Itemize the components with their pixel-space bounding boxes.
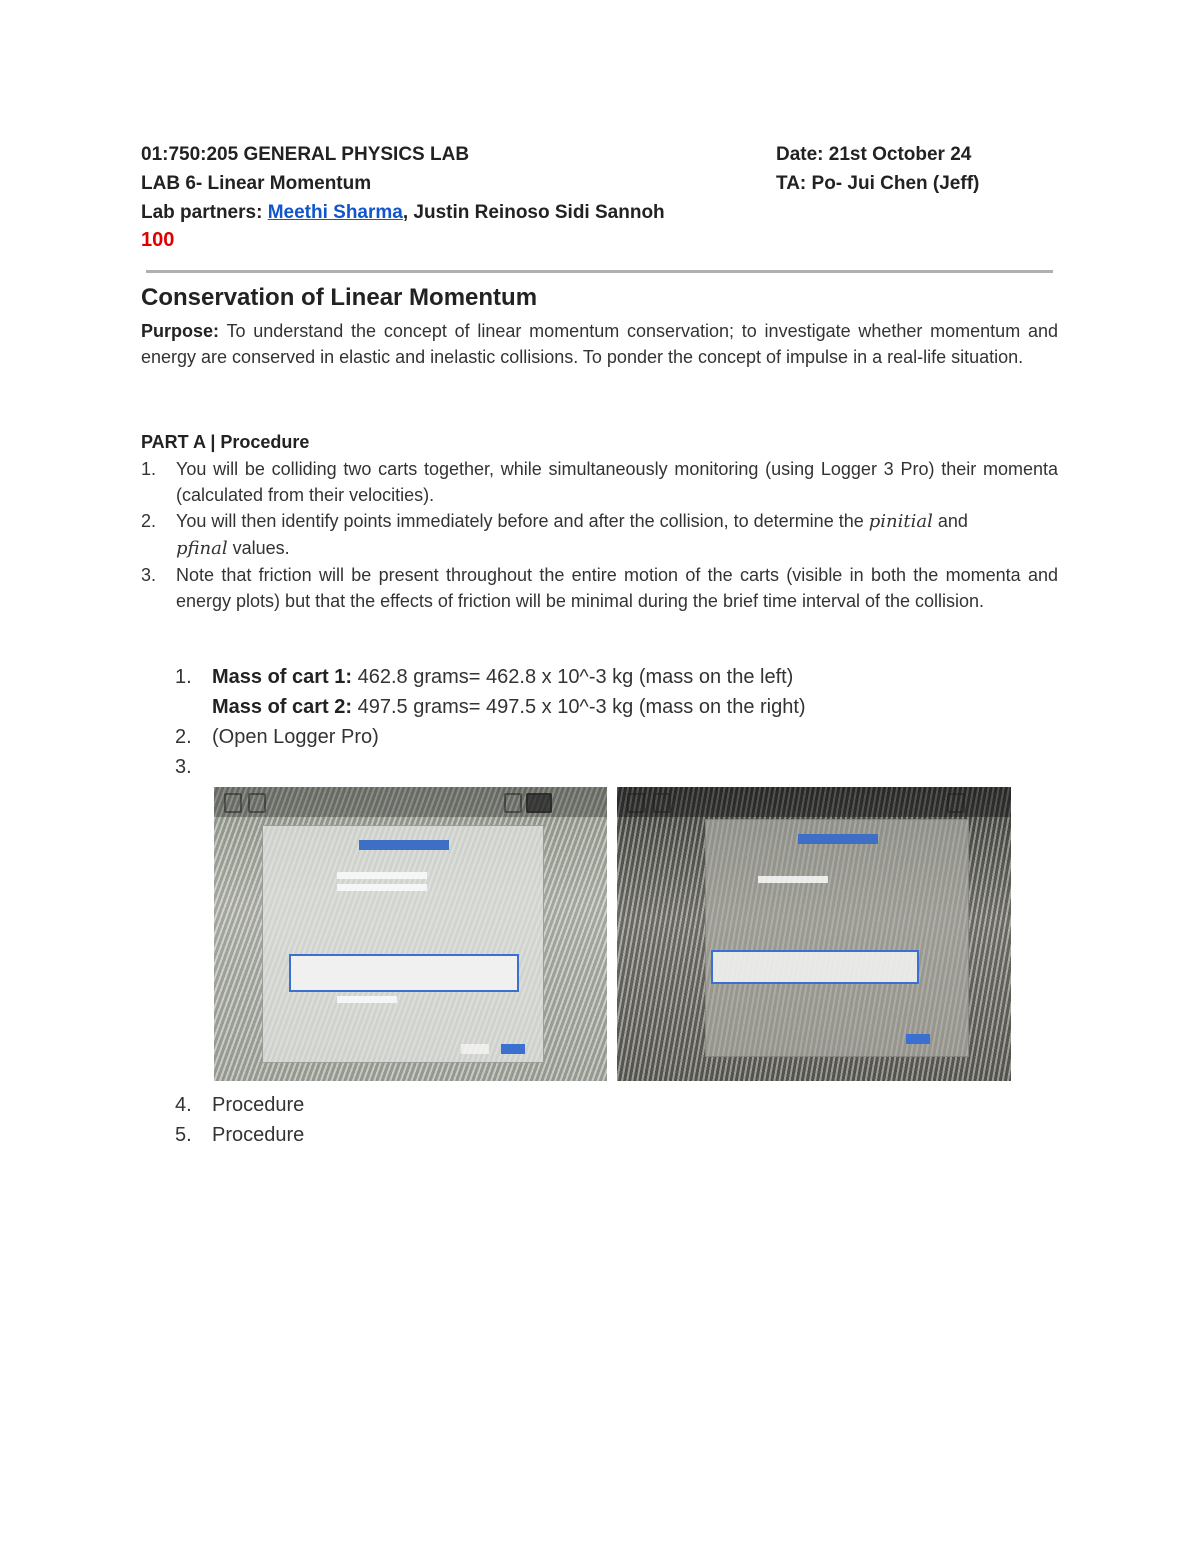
procedure-step [141,456,1058,508]
partner-link[interactable]: Meethi Sharma [267,202,403,223]
procedure-list [141,456,1058,614]
dialog-field [758,876,828,883]
partners-rest: , Justin Reinoso Sidi Sannoh [402,202,665,223]
purpose-paragraph [141,318,1058,370]
step-number: 2. [141,511,157,531]
procedure-step [141,562,1058,614]
page-title: Conservation of Linear Momentum [141,284,538,311]
toolbar-icon [248,793,266,813]
partners-label: Lab partners: [141,202,263,223]
answer-number: 2. [175,726,192,748]
toolbar-icon [224,793,242,813]
purpose-text: To understand the concept of linear momentum conservation; to investigate whether momentum and energy are conserved in elastic and inelastic collisions. To ponder the concept of impulse in a real-life situation. [141,321,1058,367]
p-initial-symbol: pinitial [868,511,933,532]
mass-cart-2-value: 497.5 grams= 497.5 x 10^-3 kg (mass on the right) [352,696,806,718]
step-text-post: values. [227,538,290,558]
answer-number: 5. [175,1124,192,1146]
app-toolbar [214,787,607,817]
dialog-window [705,819,969,1057]
mass-cart-2 [212,692,806,722]
play-icon [526,793,552,813]
toolbar-icon [947,793,965,813]
procedure-step [141,508,1058,562]
dialog-ok-button [906,1034,930,1044]
score: 100 [141,229,175,251]
answer-item [175,752,806,782]
purpose-label: Purpose: [141,321,220,341]
course-title: 01:750:205 GENERAL PHYSICS LAB [141,144,470,165]
answer-number: 3. [175,756,192,778]
step-text-pre: You will then identify points immediately before and after the collision, to determine the [176,511,869,531]
lab-partners [141,198,1059,227]
dialog-cancel-button [461,1044,489,1054]
toolbar-icon [504,793,522,813]
mass-cart-1-label: Mass of cart 1: [212,666,353,688]
mass-cart-2-label: Mass of cart 2: [212,696,353,718]
toolbar-icon [653,793,671,813]
dialog-ok-button [501,1044,525,1054]
p-final-symbol: pfinal [176,538,228,559]
dialog-tab [798,834,878,844]
dialog-field [337,884,427,891]
horizontal-divider [146,270,1053,273]
app-toolbar [617,787,1011,817]
answer-item [175,1090,304,1120]
answer-number: 1. [175,666,192,688]
answers-list-continued [175,1090,304,1150]
answer-item [175,692,806,722]
step-text: You will be colliding two carts together, while simultaneously monitoring (using Logger 3 Pro) their momenta (calculated from their velocities). [176,459,1058,505]
dialog-field [337,996,397,1003]
part-a-heading: PART A | Procedure [141,432,310,452]
answer-text: (Open Logger Pro) [212,726,379,748]
logger-pro-photo-1 [214,787,607,1081]
step-number: 3. [141,565,157,585]
mass-cart-1-value: 462.8 grams= 462.8 x 10^-3 kg (mass on the left) [352,666,794,688]
answer-item [175,662,806,692]
spacer [175,692,212,722]
dialog-tab [359,840,449,850]
answers-list [175,662,806,782]
mass-cart-1 [212,662,793,692]
lab-title: LAB 6- Linear Momentum [141,173,372,194]
dialog-field [337,872,427,879]
toolbar-icon [627,793,645,813]
dialog-text-box [711,950,919,984]
logger-pro-photo-2 [617,787,1011,1081]
ta-name: TA: Po- Jui Chen (Jeff) [776,173,980,194]
header [141,140,1059,252]
dialog-window [262,825,544,1063]
date: Date: 21st October 24 [776,144,972,165]
answer-item [175,1120,304,1150]
answer-number: 4. [175,1094,192,1116]
answer-text: Procedure [212,1094,305,1116]
step-text: Note that friction will be present throughout the entire motion of the carts (visible in both the momenta and energy plots) but that the effects of friction will be minimal during the brief time interval of the collision. [176,565,1058,611]
dialog-text-box [289,954,519,992]
answer-item [175,722,806,752]
step-number: 1. [141,459,157,479]
step-text [176,508,1058,562]
step-text-mid: and [932,511,968,531]
answer-text: Procedure [212,1124,305,1146]
